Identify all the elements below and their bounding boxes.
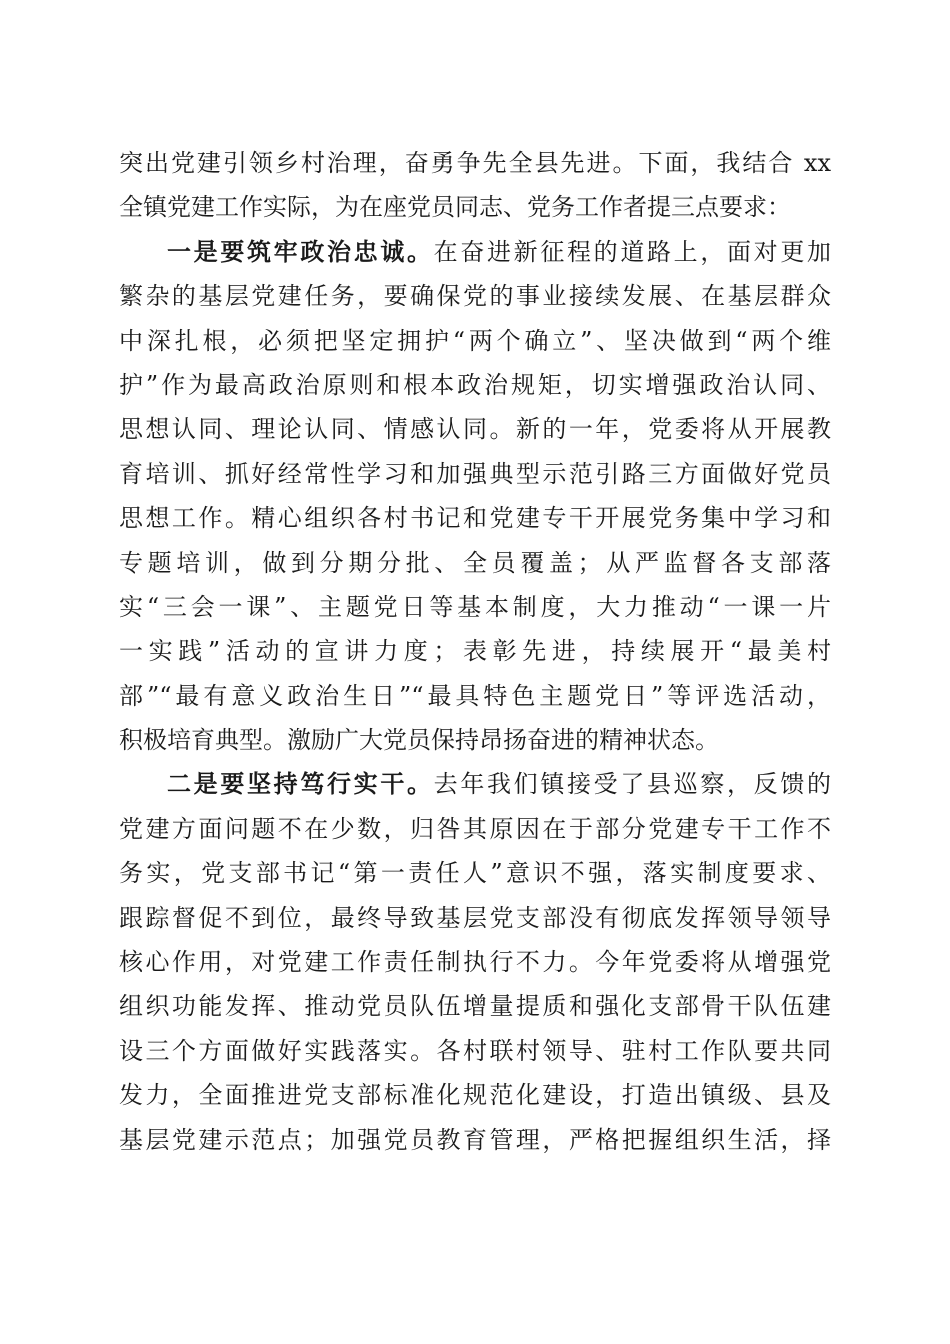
- paragraph-two-line: 设三个方面做好实践落实。各村联村领导、驻村工作队要共同: [119, 1036, 831, 1065]
- paragraph-two-line: 基层党建示范点；加强党员教育管理，严格把握组织生活，择: [119, 1125, 831, 1154]
- paragraph-two-line: 跟踪督促不到位，最终导致基层党支部没有彻底发挥领导领导: [119, 903, 831, 932]
- paragraph-one-line: 育培训、抓好经常性学习和加强典型示范引路三方面做好党员: [119, 459, 831, 488]
- paragraph-one-line: 部”“最有意义政治生日”“最具特色主题党日”等评选活动，: [119, 681, 831, 710]
- paragraph-one-heading: 一是要筑牢政治忠诚。: [167, 236, 434, 266]
- paragraph-one-line: 思想认同、理论认同、情感认同。新的一年，党委将从开展教: [119, 415, 831, 444]
- paragraph-two-line: 党建方面问题不在少数，归咎其原因在于部分党建专干工作不: [119, 814, 831, 843]
- paragraph-two-line: 务实，党支部书记“第一责任人”意识不强，落实制度要求、: [119, 859, 831, 888]
- document-body: [119, 141, 831, 1162]
- paragraph-one-first-line: [119, 230, 831, 274]
- paragraph-two-line: 组织功能发挥、推动党员队伍增量提质和强化支部骨干队伍建: [119, 992, 831, 1021]
- paragraph-one-line: 实“三会一课”、主题党日等基本制度，大力推动“一课一片: [119, 592, 831, 621]
- paragraph-two-heading: 二是要坚持笃行实干。: [167, 769, 434, 799]
- paragraph-two-first-line-text: 去年我们镇接受了县巡察，反馈的: [433, 770, 832, 799]
- paragraph-one-line: 专题培训，做到分期分批、全员覆盖；从严监督各支部落: [119, 548, 831, 577]
- paragraph-one-line: 积极培育典型。激励广大党员保持昂扬奋进的精神状态。: [119, 726, 719, 755]
- paragraph-one-first-line-text: 在奋进新征程的道路上，面对更加: [433, 237, 832, 266]
- paragraph-two-line: 核心作用，对党建工作责任制执行不力。今年党委将从增强党: [119, 948, 831, 977]
- paragraph-two-first-line: [119, 762, 831, 806]
- paragraph-one-line: 护”作为最高政治原则和根本政治规矩，切实增强政治认同、: [119, 370, 831, 399]
- paragraph-two-line: 发力，全面推进党支部标准化规范化建设，打造出镇级、县及: [119, 1081, 831, 1110]
- paragraph-one-line: 繁杂的基层党建任务，要确保党的事业接续发展、在基层群众: [119, 282, 831, 311]
- intro-line-2: 全镇党建工作实际，为在座党员同志、党务工作者提三点要求：: [119, 193, 791, 222]
- paragraph-one-line: 一实践”活动的宣讲力度；表彰先进，持续展开“最美村: [119, 637, 831, 666]
- intro-line-1: 突出党建引领乡村治理，奋勇争先全县先进。下面，我结合 xx: [119, 149, 831, 177]
- paragraph-one-line: 思想工作。精心组织各村书记和党建专干开展党务集中学习和: [119, 504, 831, 533]
- paragraph-one-line: 中深扎根，必须把坚定拥护“两个确立”、坚决做到“两个维: [119, 326, 831, 355]
